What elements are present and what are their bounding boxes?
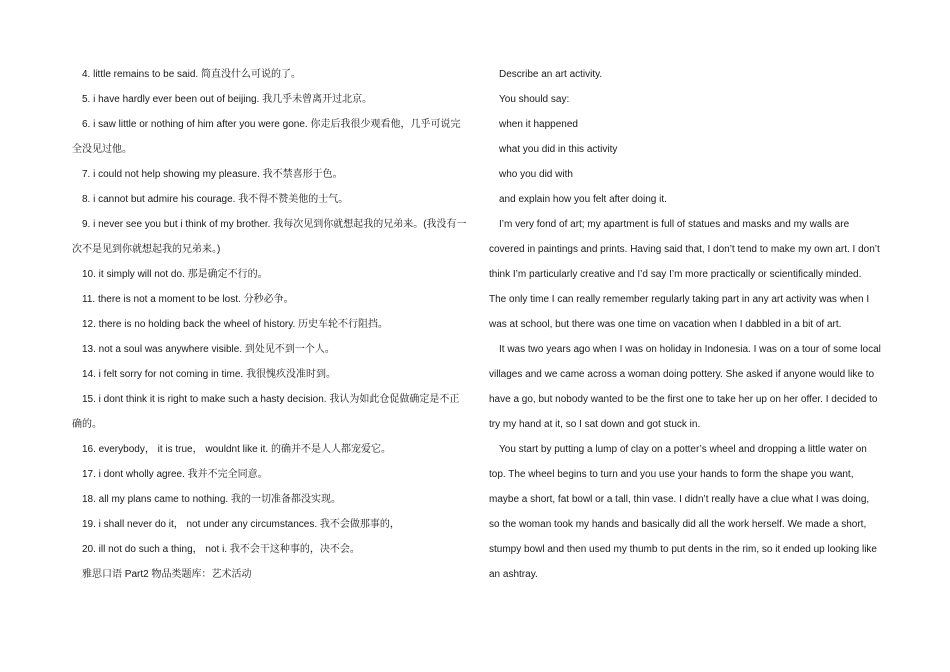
left-column — [72, 62, 467, 587]
left-paragraph: 16. everybody， it is true， wouldnt like it. 的确并不是人人都宠爱它。 — [82, 444, 391, 455]
prompt-line: who you did with — [499, 169, 573, 180]
left-paragraph: 13. not a soul was anywhere visible. 到处见不到一个人。 — [82, 344, 335, 355]
left-paragraph: 18. all my plans came to nothing. 我的一切准备都没实现。 — [82, 494, 341, 505]
left-paragraph: 11. there is not a moment to be lost. 分秒必争。 — [82, 294, 294, 305]
left-paragraph: 14. i felt sorry for not coming in time. 我很愧疚没准时到。 — [82, 369, 336, 380]
left-paragraph: 6. i saw little or nothing of him after you were gone. 你走后我很少观看他，几乎可说完全没见过他。 — [72, 119, 461, 155]
left-paragraph: 4. little remains to be said. 简直没什么可说的了。 — [82, 69, 301, 80]
left-paragraph: 8. i cannot but admire his courage. 我不得不赞美他的士气。 — [82, 194, 349, 205]
left-paragraph: 17. i dont wholly agree. 我并不完全同意。 — [82, 469, 268, 480]
left-paragraph: 5. i have hardly ever been out of beijing. 我几乎未曾离开过北京。 — [82, 94, 373, 105]
left-paragraph: 15. i dont think it is right to make such a hasty decision. 我认为如此仓促做确定是不正确的。 — [72, 394, 460, 430]
left-paragraph: 20. ill not do such a thing， not i. 我不会干这种事的，决不会。 — [82, 544, 360, 555]
section-heading: 雅思口语 Part2 物品类题库：艺术活动 — [82, 569, 252, 580]
answer-paragraph: I’m very fond of art; my apartment is full of statues and masks and my walls are covered in paintings and prints. Having said that, I don’t tend to make my own art. I don’t think I’m particularly creative and I’d say I’m more practically or scientifically minded. The only time I can really remember regularly taking part in any art activity was when I was at school, but there was one time on vacation when I dabbled in a bit of art. — [489, 219, 880, 330]
left-paragraph: 7. i could not help showing my pleasure. 我不禁喜形于色。 — [82, 169, 343, 180]
left-paragraph: 12. there is no holding back the wheel of history. 历史车轮不行阻挡。 — [82, 319, 389, 330]
left-paragraph: 10. it simply will not do. 那是确定不行的。 — [82, 269, 268, 280]
prompt-title: Describe an art activity. — [499, 69, 603, 80]
left-paragraph: 9. i never see you but i think of my brother. 我每次见到你就想起我的兄弟来。(我没有一次不是见到你就想起我的兄弟来。) — [72, 219, 467, 255]
right-column — [489, 62, 881, 587]
prompt-line: and explain how you felt after doing it. — [499, 194, 667, 205]
prompt-line: when it happened — [499, 119, 578, 130]
answer-paragraph: It was two years ago when I was on holiday in Indonesia. I was on a tour of some local villages and we came across a woman doing pottery. She asked if anyone would like to have a go, but nobody wanted to be the first one to take her up on her offer. I decided to try my hand at it, so I sat down and got stuck in. — [489, 344, 881, 430]
answer-paragraph: You start by putting a lump of clay on a potter’s wheel and dropping a little water on top. The wheel begins to turn and you use your hands to form the shape you want, maybe a short, fat bowl or a tall, thin vase. I didn’t really have a clue what I was doing, so the woman took my hands and basically did all the work herself. We made a short, stumpy bowl and then used my thumb to put dents in the rim, so it ended up looking like an ashtray. — [489, 444, 877, 580]
left-paragraph: 19. i shall never do it， not under any circumstances. 我不会做那事的， — [82, 519, 400, 530]
prompt-line: You should say: — [499, 94, 570, 105]
prompt-line: what you did in this activity — [499, 144, 618, 155]
